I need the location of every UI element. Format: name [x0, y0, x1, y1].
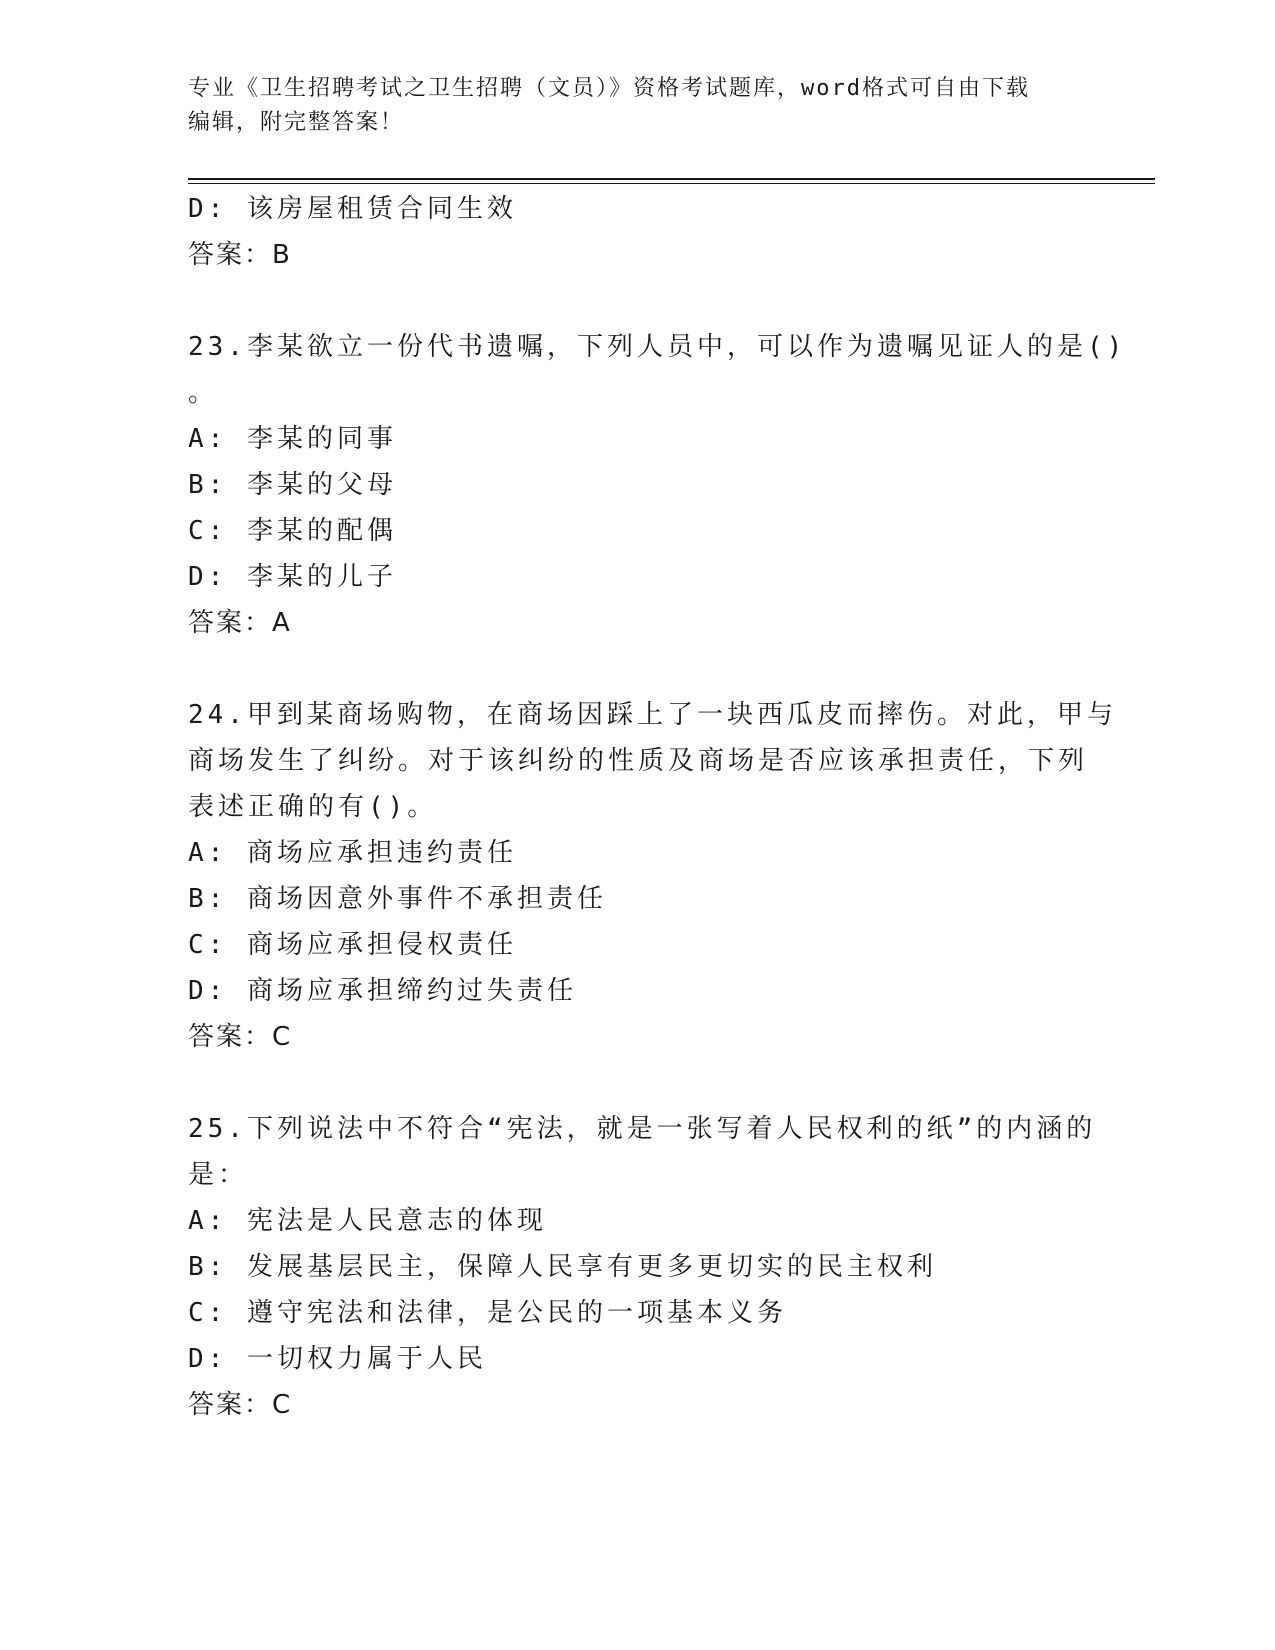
answer-label: 答案：B [188, 240, 292, 270]
question-list [188, 186, 1127, 1474]
stem-line: 24.甲到某商场购物，在商场因踩上了一块西瓜皮而摔伤。对此，甲与 [188, 700, 1117, 730]
question-23 [188, 324, 1127, 646]
answer-label: 答案：A [188, 608, 292, 638]
option-a: A: 李某的同事 [188, 424, 397, 454]
option-d: D: 李某的儿子 [188, 562, 397, 592]
stem-line: 。 [188, 378, 219, 408]
header-line-1: 专业《卫生招聘考试之卫生招聘（文员）》资格考试题库，word格式可自由下载 [188, 76, 1030, 101]
option-c: C: 商场应承担侵权责任 [188, 930, 517, 960]
question-stem [188, 1106, 1097, 1198]
header-line-2: 编辑，附完整答案！ [188, 110, 405, 135]
question-25 [188, 1106, 1097, 1428]
option-b: B: 发展基层民主，保障人民享有更多更切实的民主权利 [188, 1252, 937, 1282]
answer-label: 答案：C [188, 1390, 293, 1420]
stem-line: 23.李某欲立一份代书遗嘱，下列人员中，可以作为遗嘱见证人的是() [188, 332, 1127, 362]
stem-line: 25.下列说法中不符合“宪法，就是一张写着人民权利的纸”的内涵的 [188, 1114, 1097, 1144]
header-divider-thick [188, 178, 1155, 180]
question-stem [188, 324, 1127, 416]
option-a: A: 宪法是人民意志的体现 [188, 1206, 547, 1236]
question-24 [188, 692, 1117, 1060]
answer-label: 答案：C [188, 1022, 293, 1052]
page-header [188, 72, 1088, 140]
header-divider-thin [188, 183, 1155, 184]
question-stem [188, 692, 1117, 830]
option-d: D: 该房屋租赁合同生效 [188, 194, 517, 224]
option-b: B: 商场因意外事件不承担责任 [188, 884, 607, 914]
option-c: C: 遵守宪法和法律，是公民的一项基本义务 [188, 1298, 787, 1328]
question-22-tail [188, 186, 1088, 278]
stem-line: 商场发生了纠纷。对于该纠纷的性质及商场是否应该承担责任，下列 [188, 746, 1089, 776]
option-d: D: 一切权力属于人民 [188, 1344, 487, 1374]
option-b: B: 李某的父母 [188, 470, 397, 500]
option-c: C: 李某的配偶 [188, 516, 397, 546]
option-d: D: 商场应承担缔约过失责任 [188, 976, 577, 1006]
stem-line: 表述正确的有()。 [188, 792, 438, 822]
option-a: A: 商场应承担违约责任 [188, 838, 517, 868]
stem-line: 是： [188, 1160, 249, 1190]
